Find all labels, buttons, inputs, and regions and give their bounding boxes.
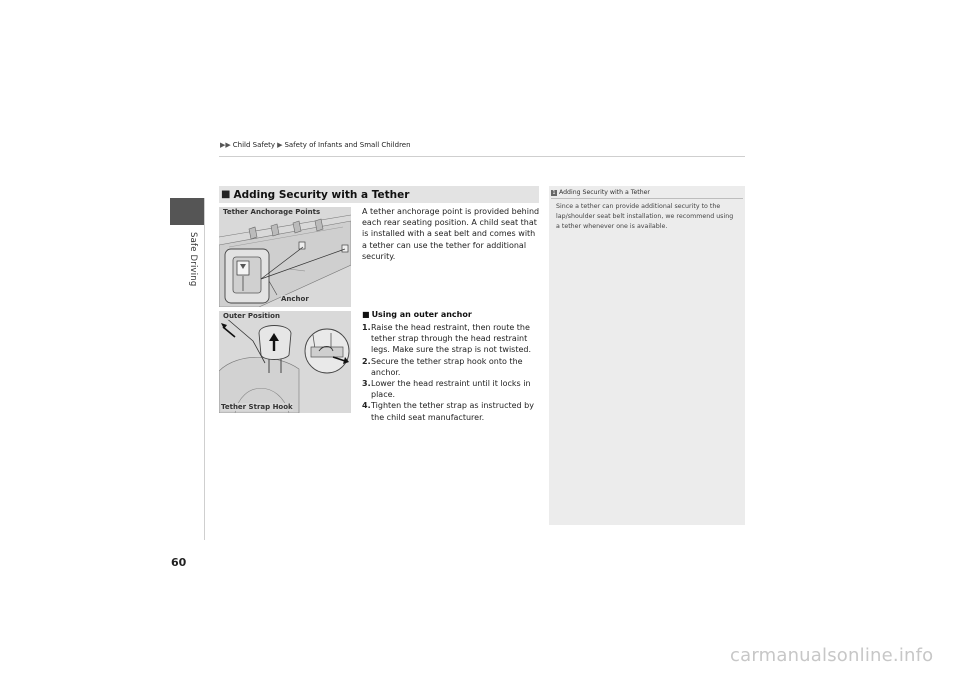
note-icon: 1: [552, 189, 556, 196]
page-number: 60: [171, 556, 187, 569]
figure-label-tether-strap-hook: Tether Strap Hook: [221, 403, 293, 411]
section-square-icon: ■: [221, 188, 231, 200]
step-number: 4.: [362, 401, 371, 411]
note-heading: [551, 189, 650, 196]
step-text: Tighten the tether strap as instructed by the child seat manufacturer.: [371, 401, 534, 422]
sidebar-tab: [170, 198, 204, 225]
section-header: [219, 186, 539, 203]
step-text: Raise the head restraint, then route the tether strap through the head restraint legs. Make sure the strap is not twisted.: [371, 323, 532, 355]
note-title: Adding Security with a Tether: [559, 189, 650, 196]
breadcrumb-arrow-icon: ▶: [277, 141, 283, 149]
sidebar-divider: [204, 198, 205, 540]
step-list: [362, 322, 540, 423]
subsection-heading: [362, 310, 472, 319]
list-item: [362, 400, 540, 422]
list-item: [362, 322, 540, 356]
step-text: Lower the head restraint until it locks in place.: [371, 379, 531, 400]
figure-outer-position: [219, 311, 351, 413]
watermark: carmanualsonline.info: [730, 645, 934, 666]
breadcrumb-item-infants[interactable]: Safety of Infants and Small Children: [284, 141, 411, 149]
note-text: Since a tether can provide additional security to the lap/shoulder seat belt installation, we recommend using a tether whenever one is available.: [556, 203, 734, 230]
note-panel: [549, 186, 745, 525]
step-number: 3.: [362, 379, 371, 389]
rear-shelf-illustration: [219, 207, 351, 307]
figure-label-anchor: Anchor: [281, 295, 309, 303]
subsection-title: Using an outer anchor: [371, 310, 472, 319]
step-number: 2.: [362, 356, 371, 366]
figure-label-outer-position: Outer Position: [223, 312, 280, 320]
head-restraint-illustration: [219, 311, 351, 413]
list-item: [362, 378, 540, 400]
step-number: 1.: [362, 323, 371, 332]
section-title: Adding Security with a Tether: [233, 188, 410, 201]
breadcrumb-arrow-icon: ▶▶: [220, 141, 231, 149]
breadcrumb-item-child-safety[interactable]: Child Safety: [232, 141, 276, 149]
header-divider: [219, 156, 745, 157]
subsection-square-icon: ■: [362, 310, 370, 319]
note-divider: [551, 198, 743, 199]
figure-label-anchorage-points: Tether Anchorage Points: [223, 208, 321, 216]
list-item: [362, 356, 540, 378]
sidebar-section-label: Safe Driving: [188, 232, 198, 287]
figure-anchorage-points: [219, 207, 351, 307]
breadcrumb: [220, 141, 411, 149]
intro-paragraph: A tether anchorage point is provided behind each rear seating position. A child seat that is installed with a seat belt and comes with a tether can use the tether for additional security.: [362, 207, 540, 261]
step-text: Secure the tether strap hook onto the anchor.: [371, 356, 523, 377]
